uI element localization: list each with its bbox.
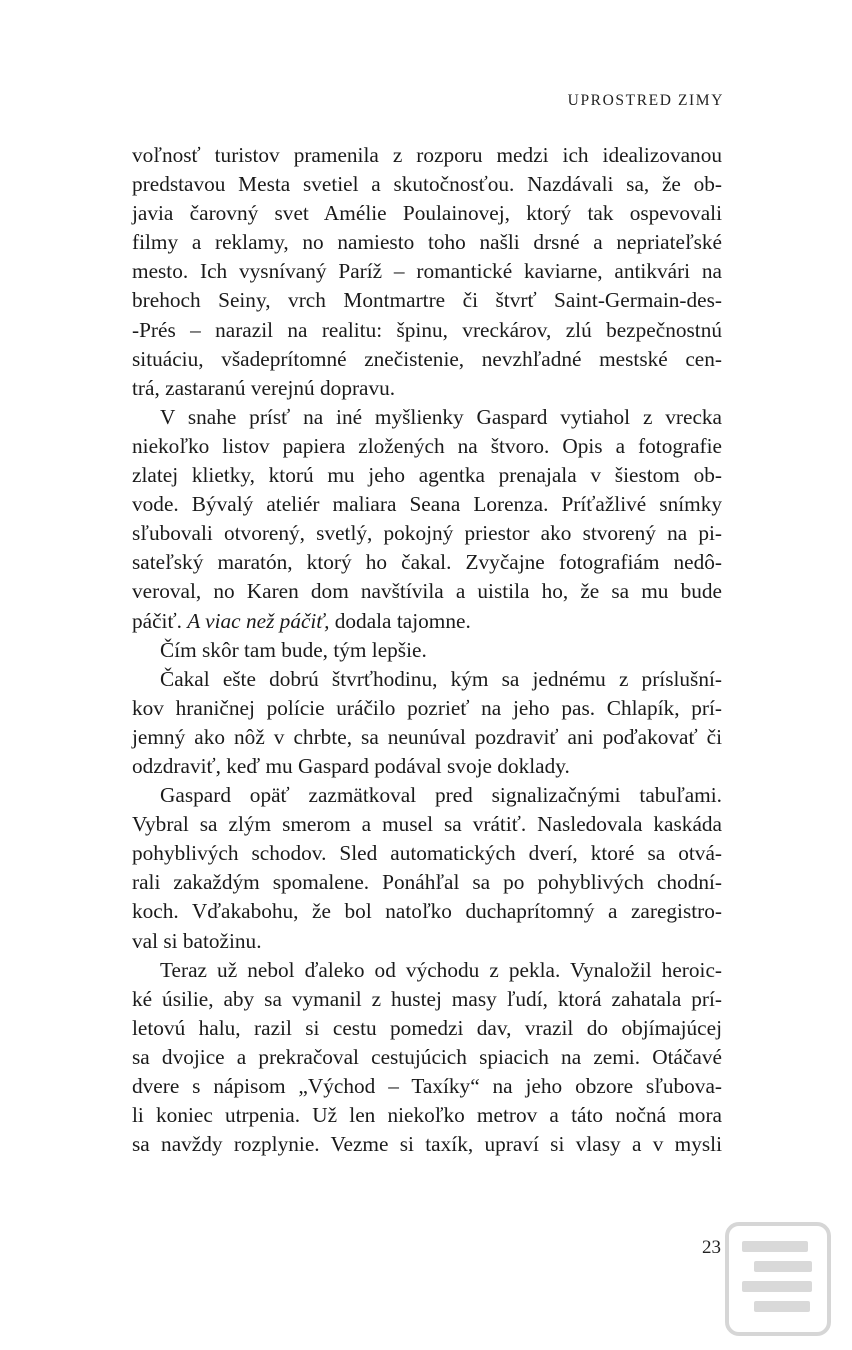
text-line: jemný ako nôž v chrbte, sa neunúval pozdraviť ani poďakovať či [132, 724, 722, 749]
text-line: vode. Bývalý ateliér maliara Seana Lorenza. Príťažlivé snímky [132, 492, 722, 517]
text-line: sa navždy rozplynie. Vezme si taxík, upraví si vlasy a v mysli [132, 1132, 722, 1157]
paragraph-2 [132, 403, 722, 636]
text-line [132, 607, 722, 636]
text-line: mesto. Ich vysnívaný Paríž – romantické kaviarne, antikvári na [132, 259, 722, 284]
text-line: sľubovali otvorený, svetlý, pokojný priestor ako stvorený na pi- [132, 521, 722, 546]
paragraph-1 [132, 141, 722, 403]
paragraph-3 [132, 636, 722, 665]
text-line: kov hraničnej polície uráčilo pozrieť na jeho pas. Chlapík, prí- [132, 695, 722, 720]
italic-text: A viac než páčiť, [187, 608, 330, 633]
text-line: dvere s nápisom „Východ – Taxíky“ na jeho obzore sľubova- [132, 1074, 722, 1098]
text-line: voľnosť turistov pramenila z rozporu medzi ich idealizovanou [132, 143, 722, 167]
text-line: filmy a reklamy, no namiesto toho našli drsné a nepriateľské [132, 230, 722, 255]
text-line: -Prés – narazil na realitu: špinu, vreckárov, zlú bezpečnostnú [132, 317, 722, 342]
running-header: UPROSTRED ZIMY [567, 92, 724, 109]
text-line: sa dvojice a prekračoval cestujúcich spiacich na zemi. Otáčavé [132, 1044, 722, 1069]
text-line: Teraz už nebol ďaleko od východu z pekla. Vynaložil heroic- [160, 957, 722, 982]
text-line: Vybral sa zlým smerom a musel sa vrátiť. Nasledovala kaskáda [132, 812, 722, 837]
text-line: rali zakaždým spomalene. Ponáhľal sa po pohyblivých chodní- [132, 870, 722, 895]
text-line: zlatej klietky, ktorú mu jeho agentka prenajala v šiestom ob- [132, 463, 722, 488]
text-line: letovú halu, razil si cestu pomedzi dav, vrazil do objímajúcej [132, 1015, 722, 1040]
text-line: pohyblivých schodov. Sled automatických dverí, ktoré sa otvá- [132, 841, 722, 866]
paragraph-4 [132, 665, 722, 781]
paragraph-5 [132, 781, 722, 956]
text-line: predstavou Mesta svetiel a skutočnosťou. Nazdávali sa, že ob- [132, 172, 722, 197]
text-line: li koniec utrpenia. Už len niekoľko metrov a táto nočná mora [132, 1103, 722, 1128]
text-segment: dodala tajomne. [329, 608, 471, 633]
text-line: Gaspard opäť zazmätkoval pred signalizačnými tabuľami. [160, 783, 722, 808]
text-line: val si batožinu. [132, 928, 262, 953]
text-line: Čakal ešte dobrú štvrťhodinu, kým sa jednému z príslušní- [160, 666, 722, 691]
text-line: V snahe prísť na iné myšlienky Gaspard vytiahol z vrecka [160, 404, 722, 429]
text-line: niekoľko listov papiera zložených na štvoro. Opis a fotografie [132, 433, 722, 458]
text-line: koch. Vďakabohu, že bol natoľko duchaprítomný a zaregistro- [132, 899, 722, 924]
publisher-watermark-icon [724, 1221, 832, 1337]
text-line: sateľský maratón, ktorý ho čakal. Zvyčajne fotografiám nedô- [132, 550, 722, 575]
text-line: situáciu, všadeprítomné znečistenie, nevzhľadné mestské cen- [132, 346, 722, 371]
text-line: odzdraviť, keď mu Gaspard podával svoje doklady. [132, 753, 570, 778]
text-line: ké úsilie, aby sa vymanil z hustej masy ľudí, ktorá zahatala prí- [132, 986, 722, 1011]
text-line: brehoch Seiny, vrch Montmartre či štvrť Saint-Germain-des- [132, 288, 722, 313]
text-segment: páčiť. [132, 608, 188, 633]
text-line: javia čarovný svet Amélie Poulainovej, ktorý tak ospevovali [132, 201, 722, 226]
text-line: trá, zastaranú verejnú dopravu. [132, 375, 396, 400]
text-line: veroval, no Karen dom navštívila a uistila ho, že sa mu bude [132, 579, 722, 604]
text-line: Čím skôr tam bude, tým lepšie. [160, 637, 427, 662]
page-number: 23 [702, 1237, 721, 1258]
body-text [132, 141, 722, 1159]
paragraph-6 [132, 956, 722, 1160]
